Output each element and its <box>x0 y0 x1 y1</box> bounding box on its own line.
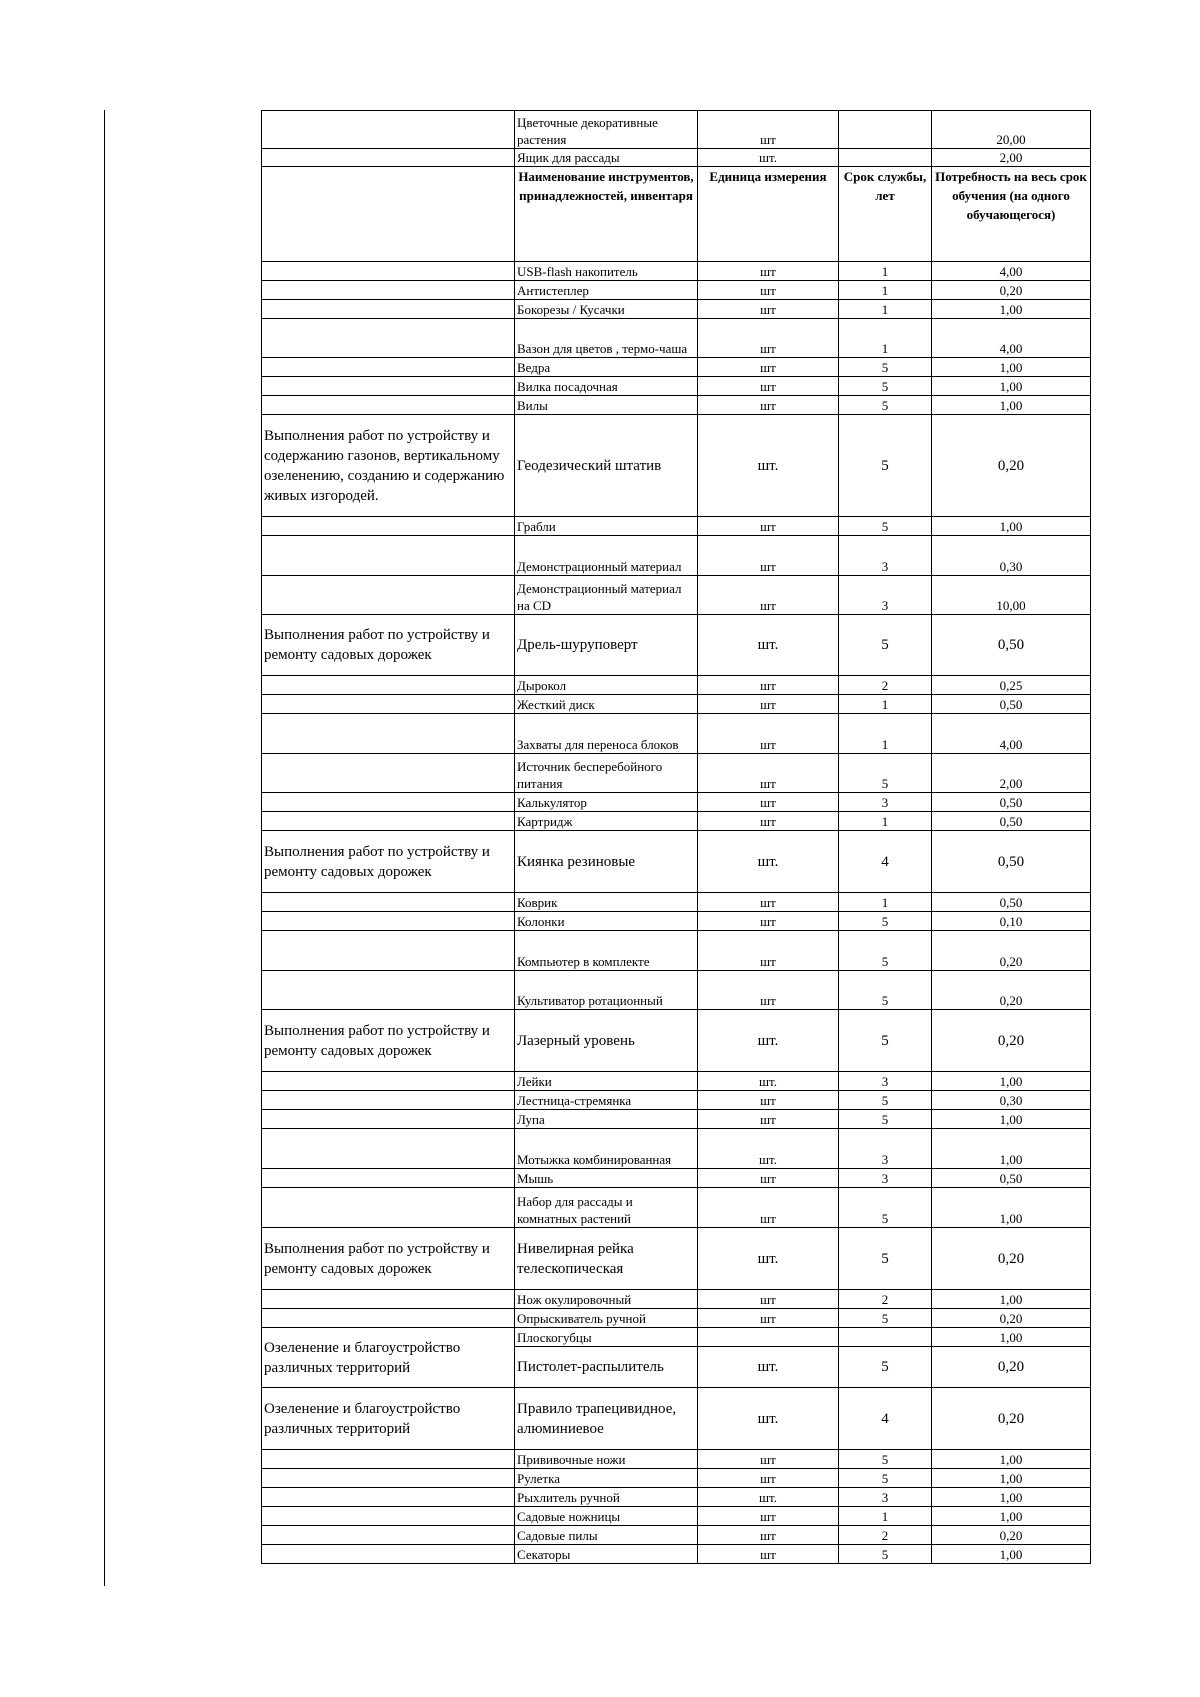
item-name: Садовые пилы <box>515 1526 698 1545</box>
item-service-life: 1 <box>839 281 932 300</box>
item-requirement: 0,20 <box>932 931 1091 971</box>
section-cell <box>262 812 515 831</box>
section-cell <box>262 319 515 358</box>
item-service-life: 1 <box>839 300 932 319</box>
item-name: Нивелирная рейка телескопическая <box>515 1228 698 1290</box>
header-unit: Единица измерения <box>698 167 839 262</box>
section-cell: Выполнения работ по устройству и ремонту садовых дорожек <box>262 1010 515 1072</box>
item-unit: шт <box>698 576 839 615</box>
section-cell <box>262 111 515 149</box>
item-requirement: 0,10 <box>932 912 1091 931</box>
table-row <box>262 812 1091 831</box>
item-requirement: 0,30 <box>932 1091 1091 1110</box>
item-unit: шт <box>698 971 839 1010</box>
item-requirement: 0,50 <box>932 793 1091 812</box>
table-row <box>262 695 1091 714</box>
table-row <box>262 319 1091 358</box>
item-name: Рулетка <box>515 1469 698 1488</box>
item-service-life: 1 <box>839 893 932 912</box>
table-row <box>262 1010 1091 1072</box>
item-requirement: 1,00 <box>932 1129 1091 1169</box>
item-name: Плоскогубцы <box>515 1328 698 1347</box>
section-cell: Выполнения работ по устройству и ремонту садовых дорожек <box>262 831 515 893</box>
item-requirement: 0,50 <box>932 615 1091 676</box>
section-cell <box>262 1469 515 1488</box>
item-unit: шт <box>698 1091 839 1110</box>
item-unit: шт <box>698 1110 839 1129</box>
item-requirement: 1,00 <box>932 1507 1091 1526</box>
table-row <box>262 1469 1091 1488</box>
item-service-life: 1 <box>839 714 932 754</box>
inventory-table-body <box>262 111 1091 1564</box>
item-requirement: 1,00 <box>932 1488 1091 1507</box>
table-row <box>262 517 1091 536</box>
header-requirement: Потребность на весь срок обучения (на одного обучающегося) <box>932 167 1091 262</box>
item-name: Культиватор ротационный <box>515 971 698 1010</box>
item-unit: шт. <box>698 1488 839 1507</box>
item-service-life: 5 <box>839 1010 932 1072</box>
item-requirement: 1,00 <box>932 1110 1091 1129</box>
item-name: Нож окулировочный <box>515 1290 698 1309</box>
section-cell <box>262 1110 515 1129</box>
item-requirement: 0,20 <box>932 415 1091 517</box>
table-row <box>262 1545 1091 1564</box>
item-requirement: 0,50 <box>932 831 1091 893</box>
table-row <box>262 1169 1091 1188</box>
item-requirement: 0,20 <box>932 1309 1091 1328</box>
section-cell <box>262 893 515 912</box>
item-service-life: 5 <box>839 1469 932 1488</box>
item-unit: шт. <box>698 149 839 167</box>
item-requirement: 0,20 <box>932 281 1091 300</box>
item-name: Рыхлитель ручной <box>515 1488 698 1507</box>
section-cell <box>262 262 515 281</box>
section-cell <box>262 676 515 695</box>
item-unit: шт <box>698 793 839 812</box>
item-requirement: 0,20 <box>932 1347 1091 1388</box>
item-requirement: 1,00 <box>932 300 1091 319</box>
item-service-life: 4 <box>839 1388 932 1450</box>
inventory-table <box>261 110 1091 1564</box>
item-unit: шт <box>698 319 839 358</box>
item-unit: шт <box>698 754 839 793</box>
item-name: Вилка посадочная <box>515 377 698 396</box>
item-name: Лупа <box>515 1110 698 1129</box>
item-unit: шт <box>698 1188 839 1228</box>
item-unit: шт <box>698 676 839 695</box>
item-name: Ведра <box>515 358 698 377</box>
table-row <box>262 1507 1091 1526</box>
section-cell <box>262 931 515 971</box>
item-name: Жесткий диск <box>515 695 698 714</box>
item-service-life: 3 <box>839 536 932 576</box>
table-row <box>262 111 1091 149</box>
item-unit: шт <box>698 893 839 912</box>
item-service-life: 3 <box>839 576 932 615</box>
item-requirement: 1,00 <box>932 1188 1091 1228</box>
item-requirement: 4,00 <box>932 262 1091 281</box>
item-name: Прививочные ножи <box>515 1450 698 1469</box>
item-service-life: 3 <box>839 1488 932 1507</box>
table-row <box>262 1309 1091 1328</box>
item-name: Вазон для цветов , термо-чаша <box>515 319 698 358</box>
section-cell <box>262 1488 515 1507</box>
item-unit: шт. <box>698 831 839 893</box>
section-cell <box>262 695 515 714</box>
item-service-life: 5 <box>839 912 932 931</box>
item-requirement: 4,00 <box>932 319 1091 358</box>
section-cell <box>262 576 515 615</box>
item-service-life: 5 <box>839 1450 932 1469</box>
section-cell <box>262 281 515 300</box>
section-cell <box>262 1188 515 1228</box>
header-name: Наименование инструментов, принадлежностей, инвентаря <box>515 167 698 262</box>
item-service-life: 5 <box>839 396 932 415</box>
item-service-life: 3 <box>839 1169 932 1188</box>
item-name: Бокорезы / Кусачки <box>515 300 698 319</box>
item-requirement: 2,00 <box>932 754 1091 793</box>
item-unit: шт <box>698 111 839 149</box>
table-row <box>262 358 1091 377</box>
item-service-life: 2 <box>839 1290 932 1309</box>
item-unit: шт <box>698 1507 839 1526</box>
section-cell <box>262 714 515 754</box>
table-row <box>262 415 1091 517</box>
item-service-life: 1 <box>839 695 932 714</box>
item-requirement: 1,00 <box>932 1328 1091 1347</box>
table-row <box>262 893 1091 912</box>
item-service-life: 1 <box>839 1507 932 1526</box>
item-service-life: 5 <box>839 1545 932 1564</box>
section-cell <box>262 167 515 262</box>
item-requirement: 4,00 <box>932 714 1091 754</box>
item-requirement: 0,25 <box>932 676 1091 695</box>
table-row <box>262 1388 1091 1450</box>
item-requirement: 1,00 <box>932 1450 1091 1469</box>
table-row <box>262 714 1091 754</box>
item-unit: шт <box>698 1545 839 1564</box>
item-service-life: 5 <box>839 1347 932 1388</box>
section-cell <box>262 793 515 812</box>
item-service-life: 5 <box>839 615 932 676</box>
item-service-life: 5 <box>839 415 932 517</box>
table-row <box>262 1110 1091 1129</box>
item-requirement: 10,00 <box>932 576 1091 615</box>
item-unit: шт <box>698 358 839 377</box>
section-cell <box>262 1129 515 1169</box>
item-requirement: 2,00 <box>932 149 1091 167</box>
item-requirement: 0,50 <box>932 893 1091 912</box>
item-unit: шт <box>698 396 839 415</box>
item-name: USB-flash накопитель <box>515 262 698 281</box>
item-name: Секаторы <box>515 1545 698 1564</box>
item-name: Ящик для рассады <box>515 149 698 167</box>
item-service-life: 5 <box>839 1188 932 1228</box>
item-unit: шт <box>698 300 839 319</box>
item-name: Дырокол <box>515 676 698 695</box>
item-service-life: 1 <box>839 812 932 831</box>
table-row <box>262 281 1091 300</box>
item-unit: шт <box>698 536 839 576</box>
item-requirement: 0,20 <box>932 1228 1091 1290</box>
table-row <box>262 1129 1091 1169</box>
item-service-life: 5 <box>839 1091 932 1110</box>
item-unit: шт <box>698 1450 839 1469</box>
item-name: Лестница-стремянка <box>515 1091 698 1110</box>
item-unit: шт <box>698 1290 839 1309</box>
item-name: Картридж <box>515 812 698 831</box>
item-service-life: 2 <box>839 676 932 695</box>
table-row <box>262 1328 1091 1347</box>
item-service-life: 5 <box>839 1309 932 1328</box>
section-cell <box>262 1507 515 1526</box>
item-service-life: 5 <box>839 971 932 1010</box>
item-name: Мышь <box>515 1169 698 1188</box>
item-name: Правило трапецивидное, алюминиевое <box>515 1388 698 1450</box>
item-name: Захваты для переноса блоков <box>515 714 698 754</box>
table-row <box>262 971 1091 1010</box>
table-row <box>262 536 1091 576</box>
item-unit: шт <box>698 262 839 281</box>
section-cell <box>262 1309 515 1328</box>
section-cell <box>262 912 515 931</box>
item-unit: шт. <box>698 415 839 517</box>
table-row <box>262 1091 1091 1110</box>
item-service-life <box>839 149 932 167</box>
item-service-life: 5 <box>839 1110 932 1129</box>
item-service-life: 5 <box>839 754 932 793</box>
section-cell: Выполнения работ по устройству и содержанию газонов, вертикальному озеленению, созданию и содержанию живых изгородей. <box>262 415 515 517</box>
table-row <box>262 1450 1091 1469</box>
item-requirement: 1,00 <box>932 1072 1091 1091</box>
table-row <box>262 676 1091 695</box>
table-row <box>262 912 1091 931</box>
item-service-life: 3 <box>839 1129 932 1169</box>
item-service-life: 5 <box>839 358 932 377</box>
item-service-life: 4 <box>839 831 932 893</box>
item-unit: шт <box>698 377 839 396</box>
item-unit: шт <box>698 714 839 754</box>
item-service-life: 5 <box>839 931 932 971</box>
table-row <box>262 1072 1091 1091</box>
item-name: Калькулятор <box>515 793 698 812</box>
table-row <box>262 1290 1091 1309</box>
table-row <box>262 377 1091 396</box>
item-requirement: 1,00 <box>932 1469 1091 1488</box>
table-header-row <box>262 167 1091 262</box>
section-cell <box>262 358 515 377</box>
item-requirement: 1,00 <box>932 517 1091 536</box>
section-cell: Озеленение и благоустройство различных территорий <box>262 1328 515 1388</box>
section-cell <box>262 1091 515 1110</box>
item-name: Коврик <box>515 893 698 912</box>
item-name: Цветочные декоративные растения <box>515 111 698 149</box>
item-service-life: 5 <box>839 517 932 536</box>
table-row <box>262 615 1091 676</box>
table-row <box>262 1228 1091 1290</box>
item-name: Источник бесперебойного питания <box>515 754 698 793</box>
item-unit: шт <box>698 1526 839 1545</box>
item-requirement: 0,50 <box>932 695 1091 714</box>
table-row <box>262 576 1091 615</box>
section-cell <box>262 971 515 1010</box>
table-row <box>262 149 1091 167</box>
table-row <box>262 1526 1091 1545</box>
item-service-life: 5 <box>839 377 932 396</box>
item-requirement: 0,20 <box>932 1388 1091 1450</box>
item-requirement: 0,20 <box>932 1526 1091 1545</box>
table-row <box>262 793 1091 812</box>
item-requirement: 1,00 <box>932 1290 1091 1309</box>
item-name: Вилы <box>515 396 698 415</box>
item-unit: шт. <box>698 1347 839 1388</box>
item-requirement: 20,00 <box>932 111 1091 149</box>
item-name: Колонки <box>515 912 698 931</box>
table-row <box>262 1488 1091 1507</box>
section-cell <box>262 396 515 415</box>
item-requirement: 1,00 <box>932 1545 1091 1564</box>
item-name: Лазерный уровень <box>515 1010 698 1072</box>
item-name: Мотыжка комбинированная <box>515 1129 698 1169</box>
page-margin-line <box>104 110 105 1586</box>
item-name: Опрыскиватель ручной <box>515 1309 698 1328</box>
item-unit: шт <box>698 1309 839 1328</box>
item-requirement: 1,00 <box>932 396 1091 415</box>
section-cell <box>262 1072 515 1091</box>
item-unit <box>698 1328 839 1347</box>
item-unit: шт. <box>698 1010 839 1072</box>
item-unit: шт. <box>698 1072 839 1091</box>
item-unit: шт <box>698 695 839 714</box>
item-requirement: 0,50 <box>932 812 1091 831</box>
item-unit: шт. <box>698 1388 839 1450</box>
section-cell <box>262 1450 515 1469</box>
item-name: Набор для рассады и комнатных растений <box>515 1188 698 1228</box>
table-row <box>262 1188 1091 1228</box>
item-requirement: 1,00 <box>932 358 1091 377</box>
item-requirement: 0,20 <box>932 971 1091 1010</box>
item-unit: шт <box>698 912 839 931</box>
item-unit: шт. <box>698 1129 839 1169</box>
item-service-life: 1 <box>839 319 932 358</box>
item-name: Демонстрационный материал <box>515 536 698 576</box>
table-row <box>262 754 1091 793</box>
item-unit: шт <box>698 812 839 831</box>
section-cell <box>262 517 515 536</box>
item-name: Лейки <box>515 1072 698 1091</box>
item-name: Демонстрационный материал на CD <box>515 576 698 615</box>
table-row <box>262 262 1091 281</box>
section-cell <box>262 536 515 576</box>
table-row <box>262 396 1091 415</box>
item-service-life: 2 <box>839 1526 932 1545</box>
item-name: Компьютер в комплекте <box>515 931 698 971</box>
item-name: Грабли <box>515 517 698 536</box>
section-cell: Выполнения работ по устройству и ремонту садовых дорожек <box>262 615 515 676</box>
section-cell <box>262 1169 515 1188</box>
item-requirement: 1,00 <box>932 377 1091 396</box>
item-requirement: 0,20 <box>932 1010 1091 1072</box>
item-requirement: 0,50 <box>932 1169 1091 1188</box>
section-cell <box>262 149 515 167</box>
item-unit: шт. <box>698 1228 839 1290</box>
item-unit: шт <box>698 281 839 300</box>
item-name: Садовые ножницы <box>515 1507 698 1526</box>
section-cell <box>262 377 515 396</box>
item-service-life: 5 <box>839 1228 932 1290</box>
item-unit: шт <box>698 1169 839 1188</box>
item-service-life: 3 <box>839 1072 932 1091</box>
table-row <box>262 831 1091 893</box>
section-cell <box>262 1545 515 1564</box>
section-cell <box>262 754 515 793</box>
item-name: Пистолет-распылитель <box>515 1347 698 1388</box>
section-cell <box>262 1290 515 1309</box>
item-service-life: 3 <box>839 793 932 812</box>
table-row <box>262 931 1091 971</box>
item-name: Геодезический штатив <box>515 415 698 517</box>
item-unit: шт <box>698 931 839 971</box>
item-unit: шт <box>698 517 839 536</box>
item-service-life: 1 <box>839 262 932 281</box>
item-service-life <box>839 1328 932 1347</box>
item-unit: шт. <box>698 615 839 676</box>
section-cell <box>262 300 515 319</box>
header-service-life: Срок службы, лет <box>839 167 932 262</box>
item-unit: шт <box>698 1469 839 1488</box>
item-name: Киянка резиновые <box>515 831 698 893</box>
section-cell <box>262 1526 515 1545</box>
item-requirement: 0,30 <box>932 536 1091 576</box>
section-cell: Озеленение и благоустройство различных территорий <box>262 1388 515 1450</box>
section-cell: Выполнения работ по устройству и ремонту садовых дорожек <box>262 1228 515 1290</box>
item-name: Дрель-шуруповерт <box>515 615 698 676</box>
item-service-life <box>839 111 932 149</box>
item-name: Антистеплер <box>515 281 698 300</box>
table-row <box>262 300 1091 319</box>
